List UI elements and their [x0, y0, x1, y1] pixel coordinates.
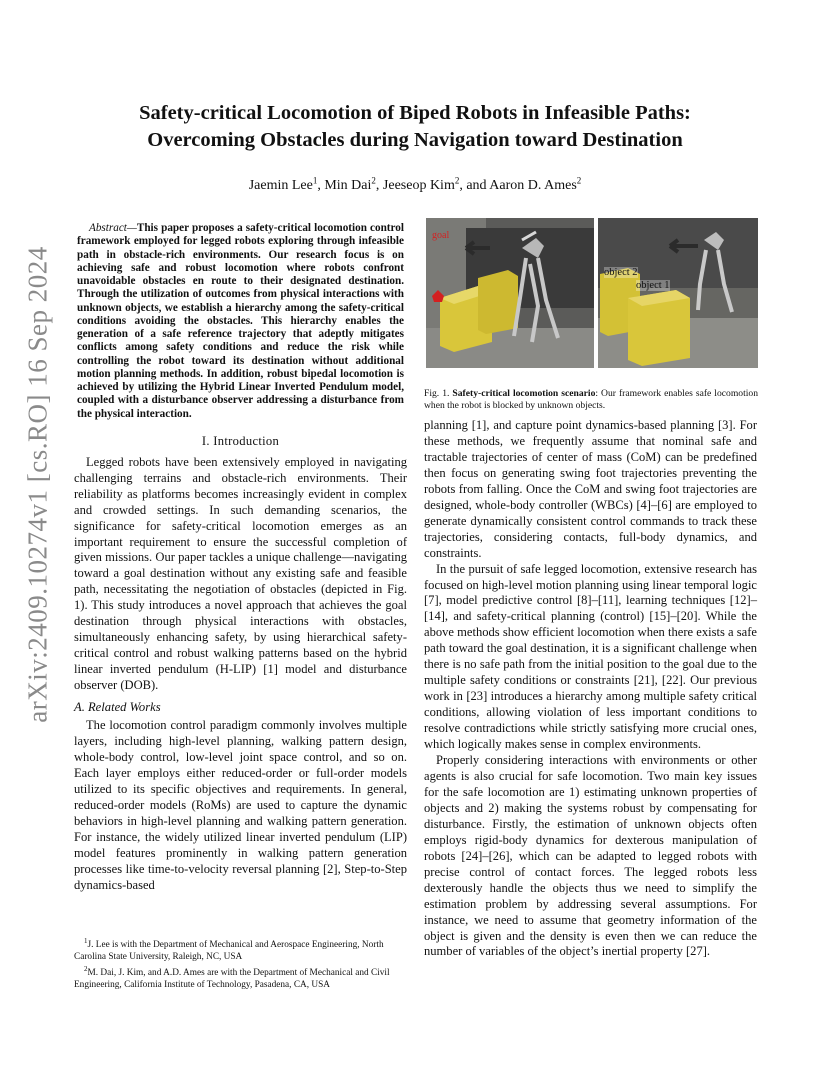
right-paragraph-3: Properly considering interactions with environments or other agents is also crucial for safe locomotion. Two main key issues for the safe locomotion are 1) estimating unknown properties of objects and 2) making the systems robust by compensating for disturbance. Firstly, the estimation of unknown objects often employs rigid-body dynamics for dexterous manipulation of robots [24]–[26], which can be adapted to legged robots with precise control of contact forces. The legged robots less dexterously handle the objects thus we need to simplify the estimation problem by addressing several assumptions. For instance, we need to assume that geometry information of the object is given and the density is even then we can reduce the number of variables of the object’s inertial property [27]. [424, 753, 757, 959]
left-column [74, 222, 407, 894]
figure-caption-text: : Our framework enables safe locomotion when the robot is blocked by unknown objects. [424, 388, 758, 411]
object-2-label: object 2 [604, 267, 638, 278]
arxiv-identifier [20, 245, 56, 723]
figure-photo-left [426, 218, 594, 368]
figure-1 [426, 218, 758, 368]
figure-caption-title: Safety-critical locomotion scenario [452, 388, 596, 399]
intro-paragraph: Legged robots have been extensively employed in navigating challenging terrains and obstacle-rich environments. Their reliability as platforms becomes increasingly evident in complex and crowded settings. In such demanding scenarios, the significance for safety-critical locomotion emerges as an important requirement to ensure the successful completion of given missions. Our paper tackles a unique challenge—navigating toward a goal destination without any existing safe and feasible path, necessitating the negotiation of obstacles (depicted in Fig. 1). This study introduces a novel approach that achieves the goal destination through physical interactions with obstacles, simultaneously enhancing safety, by using hierarchical safety-critical control and robust walking patterns based on the hybrid linear inverted pendulum (H-LIP) [1] model and disturbance observer (DOB). [74, 454, 407, 693]
abstract [74, 222, 407, 421]
author-3: Jeeseop Kim$^2$, and [382, 175, 490, 193]
section-heading-introduction: I. Introduction [201, 433, 280, 448]
abstract-label: Abstract [89, 222, 127, 234]
title-line-1: Safety-critical Locomotion of Biped Robots in Infeasible Paths: [139, 102, 691, 124]
author-2: Min Dai$^2$, [324, 175, 383, 193]
goal-label: goal [432, 230, 450, 241]
author-4: Aaron D. Ames$^2$ [489, 175, 582, 193]
abstract-text: This paper proposes a safety-critical locomotion control framework employed for legged robots exploring through infeasible path in obstacle-rich environments. Our research focus is on achieving safe and robust locomotion where robots confront unavoidable obstacles en route to their designated destination. Through the utilization of outcomes from physical interactions with unknown objects, we establish a hierarchy among the safety-critical conditions avoiding the obstacles. This hierarchy enables the generation of a safe reference trajectory that adeptly mitigates conflicts among safety conditions and reduce the risk while controlling the robot toward its destination without additional motion planning methods. In addition, robust bipedal locomotion is achieved by utilizing the Hybrid Linear Inverted Pendulum model, coupled with a disturbance observer addressing a disturbance from the physical interaction. [77, 222, 404, 420]
related-works-paragraph: The locomotion control paradigm commonly involves multiple layers, including high-level planning, walking pattern design, whole-body control, low-level joint space control, and so on. Each layer employs either reduced-order or full-order models utilized to its specific objectives and requirements. In general, reduced-order models (RoMs) are used to capture the dynamic behaviors in high-level planning and walking pattern generation. For instance, the widely utilized linear inverted pendulum (LIP) model features prominently in walking pattern generation processes like time-to-velocity reversal planning [2], Step-to-Step dynamics-based [74, 718, 407, 892]
footnotes [74, 936, 407, 991]
footnote-1: $^1$J. Lee is with the Department of Mechanical and Aerospace Engineering, North Carolina State University, Raleigh, NC, USA [74, 937, 384, 962]
arxiv-identifier-text: arXiv:2409.10274v1 [cs.RO] 16 Sep 2024 [22, 245, 53, 723]
footnote-2: $^2$M. Dai, J. Kim, and A.D. Ames are with the Department of Mechanical and Civil Engineering, California Institute of Technology, Pasadena, CA, USA [74, 964, 390, 990]
right-paragraph-1: planning [1], and capture point dynamics-based planning [3]. For these methods, we frequently assume that nominal safe and tractable trajectories of center of mass (CoM) can be predefined then focus on generating swing foot trajectories preventing the robots from falling. Once the CoM and swing foot trajectories are designed, whole-body controller (WBCs) [4]–[6] are employed to generate dynamically consistent control commands to track these trajectories, considering contacts, full-body dynamics, and constraints. [424, 418, 757, 560]
figure-photo-right [598, 218, 758, 368]
figure-1-caption [424, 388, 758, 412]
author-1: Jaemin Lee$^1$, [248, 175, 325, 193]
title-line-2: Overcoming Obstacles during Navigation toward Destination [147, 129, 683, 151]
author-list [80, 175, 750, 194]
object-1-label: object 1 [636, 280, 670, 291]
right-column [424, 418, 757, 960]
figure-caption-label: Fig. 1. [424, 388, 450, 399]
right-paragraph-2: In the pursuit of safe legged locomotion, extensive research has focused on high-level motion planning using linear temporal logic [7], model predictive control [8]–[11], learning techniques [12]–[14], and safety-critical planning (control) [15]–[20]. While the above methods show efficient locomotion when there exists a safe path toward the goal destination, it is a significant challenge when there is no safe path from the initial position to the goal due to the multiple safety conditions or constraints [21], [22]. Our previous work in [23] introduces a hierarchy among multiple safety critical conditions, allowing violation of less important conditions to resolve contradictions while strictly satisfying more crucial ones, which logically makes sense in complex environments. [424, 561, 757, 752]
paper-title [80, 100, 750, 154]
robot-scene-left-illustration [426, 218, 594, 368]
abstract-dash: — [126, 222, 137, 234]
robot-scene-right-illustration [598, 218, 758, 368]
subsection-heading-related-works: A. Related Works [74, 700, 161, 715]
